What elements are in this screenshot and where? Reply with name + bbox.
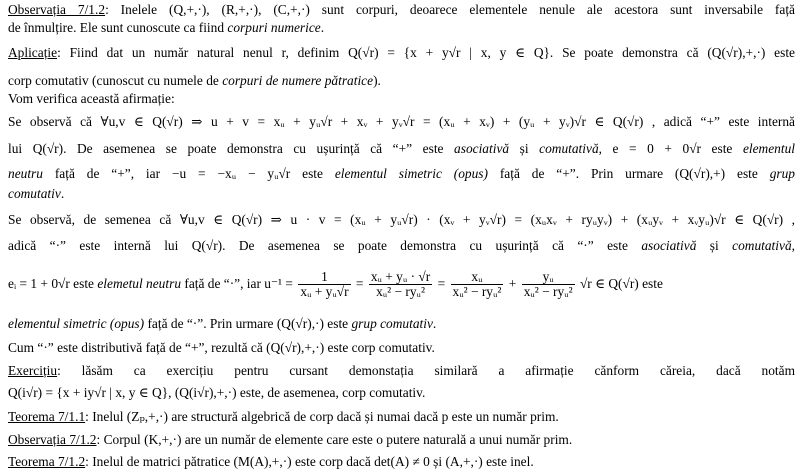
line-10	[8, 212, 795, 227]
line-text: Se observă că ∀u,v ∈ Q(√r) ⇒ u + v = xᵤ + yᵤ√r + xᵥ + yᵥ√r = (xᵤ + xᵥ) + (yᵤ + yᵥ)√r ∈ Q(√r) , adică “+” este internă	[8, 114, 795, 129]
line-11: adică “·” este internă lui Q(√r). De asemenea se poate demonstra cu ușurință că “·” este asociativă și comutativă,	[8, 238, 795, 253]
heading-teorema-711: Teorema 7/1.1	[8, 409, 86, 424]
line-text: Cum “·” este distributivă față de “+”, rezultă că (Q(√r),+,·) este corp comutativ.	[8, 340, 435, 355]
line-text: față de “+”, iar −u = −xᵤ − yᵤ√r este	[42, 166, 335, 181]
line-text: eᵢ = 1 + 0√r este	[8, 276, 98, 291]
line-2: de înmulțire. Ele sunt cunoscute ca fiind corpuri numerice.	[8, 20, 325, 35]
line-1	[8, 2, 795, 17]
italic-term: corpuri de numere pătratice	[222, 73, 374, 88]
line-12-fraction: eᵢ = 1 + 0√r este elemetul neutru față de “·”, iar u⁻¹ = $\frac{1}{\text{xᵤ + yᵤ√r}}$ = $\frac{\text{xᵤ + yᵤ · √r}}{\text{xᵤ² − ryᵤ²}}$ = $\frac{\text{xᵤ}}{\text{xᵤ² − ryᵤ²}}$ + $\frac{\text{yᵤ}}{\text{xᵤ² − ryᵤ²}}$ √r ∈ Q(√r) este	[8, 268, 663, 300]
line-text: lui Q(√r). De asemenea se poate demonstra cu ușurință că “+” este	[8, 141, 455, 156]
line-6	[8, 114, 795, 129]
heading-teorema-712: Teorema 7/1.2	[8, 454, 86, 469]
italic-term: corpuri numerice	[227, 20, 321, 35]
inverse-fraction-3: $\frac{\text{xᵤ}}{\text{xᵤ² − ryᵤ²}}$	[452, 268, 502, 300]
heading-observatie-2: Observația 7/1.2	[8, 432, 97, 447]
line-text: corp comutativ (cunoscut cu numele de	[8, 73, 223, 88]
inverse-fraction-4: $\frac{\text{yᵤ}}{\text{xᵤ² − ryᵤ²}}$	[523, 268, 573, 300]
line-text: Vom verifica această afirmație:	[8, 91, 175, 106]
line-15: Exercițiu: lăsăm ca exercițiu pentru cursant demonstația similară a afirmație cănform căreia, dacă notăm	[8, 363, 795, 378]
line-17: Teorema 7/1.1: Inelul (Zₚ,+,·) are structură algebrică de corp dacă și numai dacă p este un număr prim.	[8, 409, 559, 424]
inverse-fraction-2: $\frac{\text{xᵤ + yᵤ · √r}}{\text{xᵤ² − ryᵤ²}}$	[370, 268, 431, 300]
line-text: Se observă, de semenea că ∀u,v ∈ Q(√r) ⇒ u · v = (xᵤ + yᵤ√r) · (xᵥ + yᵥ√r) = (xᵤxᵥ + ryᵤyᵥ) + (xᵤyᵥ + xᵥyᵤ)√r ∈ Q(√r) ,	[8, 212, 795, 227]
line-3	[8, 45, 795, 60]
line-7: lui Q(√r). De asemenea se poate demonstra cu ușurință că “+” este asociativă și comutativă, e = 0 + 0√r este elementul	[8, 141, 795, 156]
line-4: corp comutativ (cunoscut cu numele de corpuri de numere pătratice).	[8, 73, 381, 88]
heading-observatie: Observația 7/1.2	[8, 2, 106, 17]
heading-exercitiu: Exercițiu	[8, 363, 58, 378]
line-5	[8, 91, 795, 106]
inverse-fraction-1: $\frac{1}{\text{xᵤ + yᵤ√r}}$	[300, 268, 349, 300]
line-8: neutru față de “+”, iar −u = −xᵤ − yᵤ√r este elementul simetric (opus) față de “+”. Prin urmare (Q(√r),+) este grup	[8, 166, 795, 181]
heading-aplicatie: Aplicație	[8, 45, 58, 60]
line-18: Observația 7/1.2: Corpul (K,+,·) are un număr de elemente care este o putere naturală a unui număr prim.	[8, 432, 573, 447]
line-9: comutativ.	[8, 186, 65, 201]
line-text: : Inelele (Q,+,·), (R,+,·), (C,+,·) sunt corpuri, deoarece elementele nenule ale acestora sunt inversabile față	[105, 2, 795, 17]
line-14	[8, 340, 795, 355]
line-text: adică “·” este internă lui Q(√r). De asemenea se poate demonstra cu ușurință că “·” este	[8, 238, 642, 253]
line-text: de înmulțire. Ele sunt cunoscute ca fiind	[8, 20, 228, 35]
line-19: Teorema 7/1.2: Inelul de matrici pătratice (M(A),+,·) este corp dacă det(A) ≠ 0 și (A,+,·) este inel.	[8, 454, 534, 469]
line-text: : Fiind dat un număr natural nenul r, definim Q(√r) = {x + y√r | x, y ∈ Q}. Se poate demonstra că (Q(√r),+,·) este	[57, 45, 795, 60]
line-13: elementul simetric (opus) față de “·”. Prin urmare (Q(√r),·) este grup comutativ.	[8, 316, 437, 331]
line-text: Q(i√r) = {x + iy√r | x, y ∈ Q}, (Q(i√r),+,·) este, de asemenea, corp comutativ.	[8, 385, 426, 400]
line-16	[8, 385, 795, 400]
